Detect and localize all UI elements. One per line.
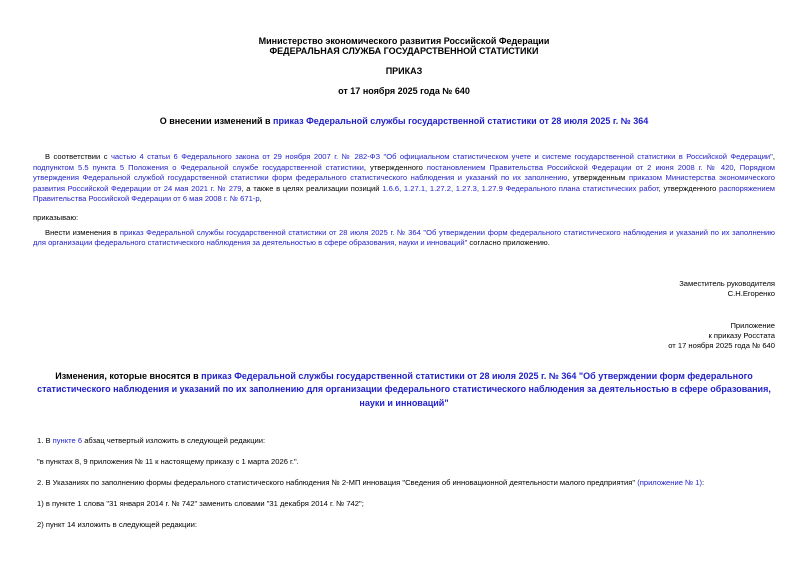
document-link[interactable]: приказ Федеральной службы государственной статистики от 28 июля 2025 г. № 364 "Об утверждении форм федерального статистического наблюдения и указаний по их заполнению для организации федерального статистического наблюдения за деятельностью в сфере образования, науки и инноваций"	[33, 227, 775, 248]
document-date-number: от 17 ноября 2025 года № 640	[338, 86, 470, 96]
signature-block	[33, 279, 775, 299]
document-link[interactable]: Порядком утверждения Федеральной службой государственной статистики форм федерального статистического наблюдения и указаний по их заполнению	[33, 162, 776, 183]
signer-name: С.Н.Егоренко	[727, 288, 775, 298]
annex-reference	[33, 321, 775, 351]
amendment-item-2-sub1	[33, 499, 775, 509]
annex-label: Приложение	[730, 320, 775, 330]
text-run: 1. В	[37, 436, 53, 446]
order-word: приказываю:	[33, 212, 79, 222]
document-link[interactable]: подпунктом 5.5 пункта 5 Положения о Федеральной службе государственной статистики	[33, 162, 364, 172]
text-run: ,	[733, 162, 740, 172]
text-run: В соответствии с	[45, 152, 111, 161]
text-run: 1) в пункте 1 слова "31 января 2014 г. № 742" заменить словами "31 декабря 2014 г. № 742";	[37, 499, 364, 509]
annex-to-line: к приказу Росстата	[708, 330, 775, 340]
agency-name: ФЕДЕРАЛЬНАЯ СЛУЖБА ГОСУДАРСТВЕННОЙ СТАТИСТИКИ	[269, 46, 539, 56]
signer-position: Заместитель руководителя	[679, 278, 775, 288]
amendment-item-2-sub2	[33, 520, 775, 530]
document-link[interactable]: приказ Федеральной службы государственной статистики от 28 июля 2025 г. № 364	[273, 116, 649, 126]
document-link[interactable]: распоряжением Правительства Российской Федерации от 6 мая 2008 г. № 671-р	[33, 183, 776, 204]
document-title	[33, 115, 775, 128]
preamble-paragraph	[33, 152, 775, 205]
ministry-name: Министерство экономического развития Российской Федерации	[258, 36, 550, 46]
document-type: ПРИКАЗ	[385, 66, 423, 76]
annex-title	[33, 370, 775, 411]
document-link[interactable]: (приложение № 1)	[637, 478, 703, 488]
amendment-item-1	[33, 436, 775, 446]
text-run: 2) пункт 14 изложить в следующей редакции:	[37, 520, 197, 530]
document-link[interactable]: приказом Министерства экономического развития Российской Федерации от 24 мая 2021 г. № 279	[33, 173, 775, 193]
text-run: , утвержденным	[567, 173, 629, 183]
document-link[interactable]: 1.6.6, 1.27.1, 1.27.2, 1.27.3, 1.27.9 Федерального плана статистических работ	[382, 183, 659, 193]
document-link[interactable]: пункте 6	[52, 436, 83, 446]
document-link[interactable]: приказ Федеральной службы государственной статистики от 28 июля 2025 г. № 364 "Об утверждении форм федерального статистического наблюдения и указаний по их заполнению для организации федерального статистического наблюдения за деятельностью в сфере образования, науки и инноваций"	[37, 370, 771, 408]
document-link[interactable]: постановлением Правительства Российской Федерации от 2 июня 2008 г. № 420	[426, 162, 734, 172]
text-run: абзац четвертый изложить в следующей редакции:	[82, 436, 266, 446]
text-run: , утвержденного	[363, 162, 427, 172]
text-run: согласно приложению.	[467, 238, 550, 248]
text-run: Изменения, которые вносятся в	[55, 370, 202, 381]
text-run: , утвержденного	[658, 183, 719, 193]
amendment-item-1-text	[33, 457, 775, 467]
text-run: , а также в целях реализации позиций	[241, 183, 383, 193]
annex-date-line: от 17 ноября 2025 года № 640	[668, 340, 775, 350]
text-run: "в пунктах 8, 9 приложения № 11 к настоящему приказу с 1 марта 2026 г.".	[37, 457, 299, 467]
text-run: 2. В Указаниях по заполнению формы федерального статистического наблюдения № 2-МП инновация "Сведения об инновационной деятельности малого предприятия"	[37, 478, 638, 488]
amendment-item-2	[33, 478, 775, 488]
text-run: ,	[259, 194, 262, 204]
order-paragraph	[33, 228, 775, 249]
text-run: О внесении изменений в	[159, 116, 274, 126]
document-link[interactable]: частью 4 статьи 6 Федерального закона от 29 ноября 2007 г. № 282-ФЗ "Об официальном статистическом учете и системе государственной статистики в Российской Федерации"	[110, 152, 773, 161]
amendments-list	[33, 436, 775, 530]
text-run: Внести изменения в	[45, 227, 120, 237]
text-run: ,	[772, 152, 775, 161]
text-run: :	[702, 478, 705, 488]
